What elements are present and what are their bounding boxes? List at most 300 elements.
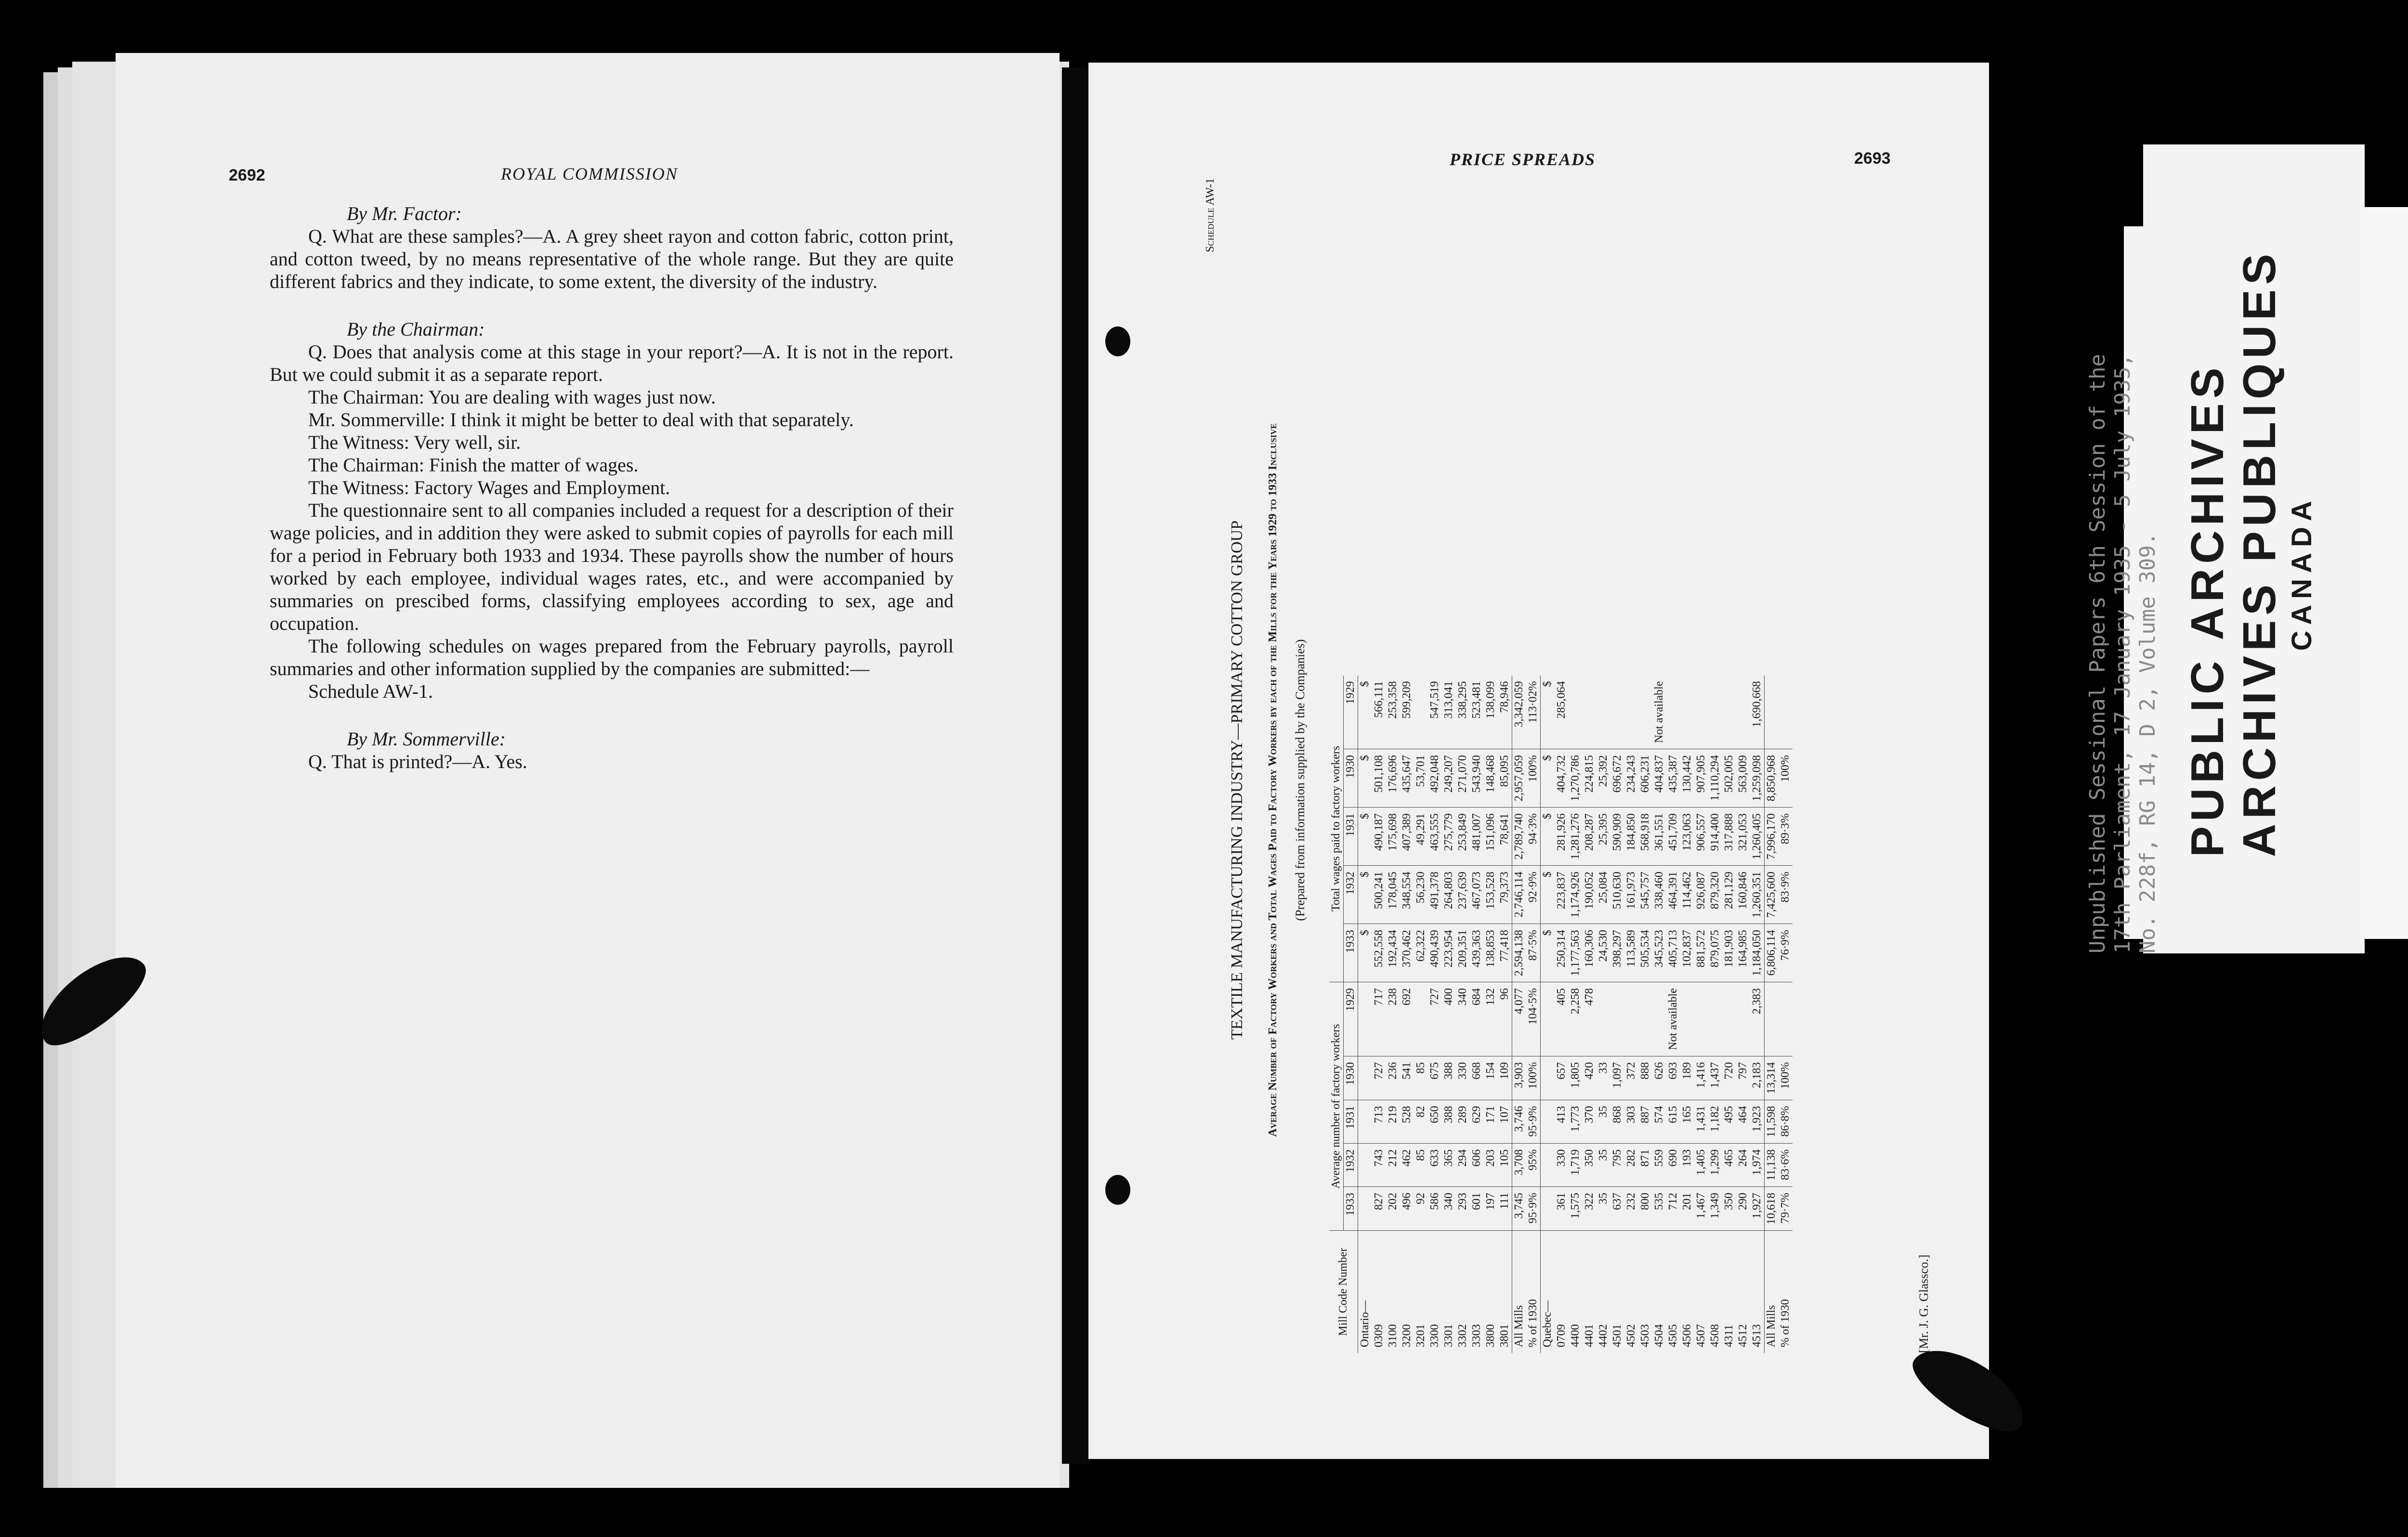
mill-code-cell: 4501	[1611, 1324, 1623, 1347]
table-cell: 464,391	[1666, 866, 1680, 924]
table-cell: 906,557	[1694, 808, 1708, 866]
punch-hole	[1105, 326, 1130, 356]
table-cell: $	[1541, 749, 1555, 808]
table-cell: 95%	[1526, 1143, 1541, 1186]
table-cell: 827	[1372, 1187, 1386, 1231]
table-row	[1386, 676, 1400, 1353]
table-cell: 2,383	[1750, 982, 1765, 1056]
table-row	[1597, 676, 1610, 1353]
table-cell	[1569, 676, 1583, 749]
punch-hole	[1105, 1175, 1130, 1205]
mill-code-cell: 4512	[1737, 1324, 1749, 1347]
table-cell: 83·9%	[1779, 866, 1793, 924]
table-cell: 56,230	[1414, 866, 1428, 924]
table-cell: 404,732	[1555, 749, 1569, 808]
table-cell: 465	[1722, 1143, 1736, 1186]
table-cell: 3,903	[1512, 1056, 1527, 1100]
table-cell: 405,713	[1666, 924, 1680, 982]
table-cell: 153,528	[1484, 866, 1498, 924]
table-cell: 290	[1736, 1187, 1750, 1231]
mill-code-cell: 4311	[1723, 1324, 1735, 1347]
table-row	[1555, 676, 1569, 1353]
table-row	[1722, 676, 1736, 1353]
testimony-paragraph: Q. What are these samples?—A. A grey sheet rayon and cotton fabric, cotton print, and cotton tweed, by no means representative of the whole range. But they are quite different fabrics and they indicate, to some extent, the diversity of the industry.	[270, 225, 954, 292]
table-cell: 340	[1442, 1187, 1456, 1231]
table-cell: 510,630	[1610, 866, 1624, 924]
table-cell: 633	[1428, 1143, 1442, 1186]
left-running-head: ROYAL COMMISSION	[501, 164, 678, 183]
table-cell: 871	[1638, 1143, 1652, 1186]
table-cell: 2,183	[1750, 1056, 1765, 1100]
table-cell: 1,773	[1569, 1100, 1583, 1143]
table-cell: 879,320	[1708, 866, 1722, 924]
table-cell: 78,641	[1498, 808, 1512, 866]
table-cell: 322	[1583, 1187, 1597, 1231]
table-row	[1484, 676, 1498, 1353]
table-cell: 330	[1456, 1056, 1470, 1100]
table-cell: 3,342,059	[1512, 676, 1527, 749]
mill-code-cell: Quebec—	[1541, 1231, 1555, 1354]
table-cell: 95·9%	[1526, 1187, 1541, 1231]
table-cell: 92·9%	[1526, 866, 1541, 924]
mill-code-cell: 4506	[1681, 1324, 1693, 1347]
table-source-note: (Prepared from information supplied by the Companies)	[1293, 639, 1307, 921]
testimony-paragraph: The Chairman: You are dealing with wages just now.	[308, 386, 716, 408]
table-cell: 236	[1386, 1056, 1400, 1100]
table-cell	[1779, 982, 1793, 1056]
table-cell: 348,554	[1400, 866, 1414, 924]
table-cell: 888	[1638, 1056, 1652, 1100]
table-cell: 192,434	[1386, 924, 1400, 982]
table-row	[1680, 676, 1694, 1353]
right-running-head: PRICE SPREADS	[1450, 150, 1596, 169]
table-cell: 1,299	[1708, 1143, 1722, 1186]
table-cell: 193	[1680, 1143, 1694, 1186]
table-cell: 82	[1414, 1100, 1428, 1143]
table-cell: 907,905	[1694, 749, 1708, 808]
testimony-paragraph: Q. Does that analysis come at this stage in your report?—A. It is not in the report. But we could submit it as a separate report.	[270, 341, 954, 385]
table-cell: 543,940	[1470, 749, 1484, 808]
table-cell: 693	[1666, 1056, 1680, 1100]
table-cell: 439,363	[1470, 924, 1484, 982]
mill-code-cell: 3300	[1428, 1324, 1441, 1347]
table-cell: 197	[1484, 1187, 1498, 1231]
table-cell	[1358, 1143, 1373, 1186]
table-cell: 868	[1610, 1100, 1624, 1143]
table-cell: 370,462	[1400, 924, 1414, 982]
table-cell: 566,111	[1372, 676, 1386, 749]
mill-code-cell: 4400	[1569, 1324, 1582, 1347]
table-cell: 25,392	[1597, 749, 1610, 808]
table-cell: 109	[1498, 1056, 1512, 1100]
table-cell	[1708, 982, 1722, 1056]
table-cell: 79·7%	[1779, 1187, 1793, 1231]
table-row	[1765, 676, 1779, 1353]
table-row	[1512, 676, 1527, 1353]
table-cell: 105	[1498, 1143, 1512, 1186]
table-cell: 727	[1372, 1056, 1386, 1100]
table-cell: 178,045	[1386, 866, 1400, 924]
table-cell	[1358, 1100, 1373, 1143]
table-cell: 559	[1652, 1143, 1666, 1186]
table-cell	[1624, 676, 1638, 749]
reference-note-line1: Unpublished Sessional Papers 6th Session of the	[2085, 353, 2110, 953]
table-cell: 111	[1498, 1187, 1512, 1231]
table-cell: 1,437	[1708, 1056, 1722, 1100]
table-cell: 800	[1638, 1187, 1652, 1231]
table-row	[1470, 676, 1484, 1353]
table-row	[1526, 676, 1541, 1353]
right-page-number: 2693	[1854, 149, 1891, 168]
testimony-paragraph: Mr. Sommerville: I think it might be better to deal with that separately.	[308, 409, 854, 430]
table-cell: 130,442	[1680, 749, 1694, 808]
mill-code-cell: 3800	[1484, 1324, 1497, 1347]
table-cell: 123,063	[1680, 808, 1694, 866]
table-cell: 160,306	[1583, 924, 1597, 982]
table-cell	[1779, 676, 1793, 749]
mill-code-cell: 4505	[1667, 1324, 1679, 1347]
table-cell: 232	[1624, 1187, 1638, 1231]
mill-code-cell: 3302	[1456, 1324, 1469, 1347]
table-cell: $	[1358, 808, 1373, 866]
table-cell: 164,985	[1736, 924, 1750, 982]
mill-code-cell: 3301	[1442, 1324, 1455, 1347]
table-cell: 1,405	[1694, 1143, 1708, 1186]
table-cell: $	[1541, 866, 1555, 924]
table-cell: 303	[1624, 1100, 1638, 1143]
table-cell: 253,849	[1456, 808, 1470, 866]
table-cell: 92	[1414, 1187, 1428, 1231]
table-cell: 77,418	[1498, 924, 1512, 982]
table-cell: 926,087	[1694, 866, 1708, 924]
table-cell: 175,698	[1386, 808, 1400, 866]
mill-code-cell: 4503	[1639, 1324, 1651, 1347]
table-cell: 1,690,668	[1750, 676, 1765, 749]
table-cell: 795	[1610, 1143, 1624, 1186]
table-cell: 209,351	[1456, 924, 1470, 982]
table-cell: 35	[1597, 1187, 1610, 1231]
mill-code-cell: All Mills	[1765, 1231, 1779, 1354]
table-cell: 208,287	[1583, 808, 1597, 866]
table-cell: 574	[1652, 1100, 1666, 1143]
table-cell: 404,837	[1652, 749, 1666, 808]
table-cell: 282	[1624, 1143, 1638, 1186]
table-cell: 388	[1442, 1100, 1456, 1143]
table-cell: 505,534	[1638, 924, 1652, 982]
table-cell	[1722, 676, 1736, 749]
table-cell: 413	[1555, 1100, 1569, 1143]
table-cell: 545,757	[1638, 866, 1652, 924]
table-cell: 2,258	[1569, 982, 1583, 1056]
table-row	[1541, 676, 1555, 1353]
table-row	[1428, 676, 1442, 1353]
table-cell: 696,672	[1610, 749, 1624, 808]
table-row	[1652, 676, 1666, 1353]
table-cell: 275,779	[1442, 808, 1456, 866]
table-cell: 181,903	[1722, 924, 1736, 982]
year-header: 1933	[1344, 924, 1358, 982]
table-cell: 350	[1583, 1143, 1597, 1186]
mill-code-cell: 4402	[1597, 1324, 1610, 1347]
table-cell: 176,696	[1386, 749, 1400, 808]
table-cell: 281,129	[1722, 866, 1736, 924]
table-cell: 6,806,114	[1765, 924, 1779, 982]
table-cell: 1,431	[1694, 1100, 1708, 1143]
table-cell: 219	[1386, 1100, 1400, 1143]
table-cell: 1,259,098	[1750, 749, 1765, 808]
table-row	[1498, 676, 1512, 1353]
workers-group-header: Average number of factory workers	[1329, 982, 1344, 1231]
table-cell: 223,954	[1442, 924, 1456, 982]
table-cell	[1583, 676, 1597, 749]
reference-note-line2: 17th Parliament, 17 January 1935 - 5 July 1935,	[2110, 353, 2135, 953]
table-cell: 528	[1400, 1100, 1414, 1143]
table-cell: 212	[1386, 1143, 1400, 1186]
schedule-table-rotated	[1204, 178, 1975, 1382]
table-cell: 490,187	[1372, 808, 1386, 866]
table-cell: 85	[1414, 1143, 1428, 1186]
table-cell: $	[1541, 676, 1555, 749]
table-cell: 76·9%	[1779, 924, 1793, 982]
table-cell: 202	[1386, 1187, 1400, 1231]
table-cell: 420	[1583, 1056, 1597, 1100]
table-cell: $	[1358, 749, 1373, 808]
table-cell: 501,108	[1372, 749, 1386, 808]
testimony-paragraph: The questionnaire sent to all companies included a request for a description of their wage policies, and in addition they were asked to submit copies of payrolls for each mill for a period in February both 1933 and 1934. These payrolls show the number of hours worked by each employee, individual wages rates, etc., and were accompanied by summaries on prescibed forms, classifying employees according to sex, age and occupation.	[270, 499, 954, 634]
table-cell: 138,099	[1484, 676, 1498, 749]
table-cell: 24,530	[1597, 924, 1610, 982]
table-cell	[1694, 982, 1708, 1056]
table-cell: 151,096	[1484, 808, 1498, 866]
table-row	[1666, 676, 1680, 1353]
table-cell: 330	[1555, 1143, 1569, 1186]
table-cell: 350	[1722, 1187, 1736, 1231]
table-cell: 321,053	[1736, 808, 1750, 866]
testimony-paragraph: The Witness: Very well, sir.	[308, 431, 521, 453]
stub-header: Mill Code Number	[1329, 1231, 1358, 1354]
mill-code-cell: 3201	[1414, 1324, 1427, 1347]
table-cell: 2,746,114	[1512, 866, 1527, 924]
table-cell: 253,358	[1386, 676, 1400, 749]
table-cell: 184,850	[1624, 808, 1638, 866]
mill-code-cell: Ontario—	[1359, 1300, 1371, 1347]
mill-code-cell: All Mills	[1512, 1231, 1527, 1354]
table-cell: Not available	[1652, 676, 1666, 749]
table-cell: 289	[1456, 1100, 1470, 1143]
table-cell: 1,182	[1708, 1100, 1722, 1143]
speaker-heading: By Mr. Factor:	[347, 203, 462, 224]
table-cell: 104·5%	[1526, 982, 1541, 1056]
table-cell: 1,923	[1750, 1100, 1765, 1143]
mill-code-cell: 3303	[1470, 1324, 1483, 1347]
table-cell: 615	[1666, 1100, 1680, 1143]
table-row	[1456, 676, 1470, 1353]
paragraph-gap	[270, 293, 954, 318]
table-cell: 797	[1736, 1056, 1750, 1100]
table-cell: 234,243	[1624, 749, 1638, 808]
table-cell: 563,009	[1736, 749, 1750, 808]
table-cell: 467,073	[1470, 866, 1484, 924]
table-cell: 881,572	[1694, 924, 1708, 982]
table-cell	[1736, 982, 1750, 1056]
table-cell	[1610, 676, 1624, 749]
table-cell: 189	[1680, 1056, 1694, 1100]
reference-note-line3: No. 228f, RG 14, D 2, Volume 309.	[2135, 532, 2160, 953]
mill-code-cell: 4508	[1709, 1324, 1721, 1347]
table-cell: $	[1358, 676, 1373, 749]
table-cell: 650	[1428, 1100, 1442, 1143]
table-cell: 1,805	[1569, 1056, 1583, 1100]
table-cell: 717	[1372, 982, 1386, 1056]
table-cell: 96	[1498, 982, 1512, 1056]
table-row	[1708, 676, 1722, 1353]
table-cell	[1358, 1187, 1373, 1231]
table-cell: 11,598	[1765, 1100, 1779, 1143]
table-cell: $	[1541, 808, 1555, 866]
table-cell: 138,853	[1484, 924, 1498, 982]
table-cell: 500,241	[1372, 866, 1386, 924]
testimony-text	[270, 202, 954, 773]
wages-group-header: Total wages paid to factory workers	[1329, 676, 1344, 982]
table-cell: 502,005	[1722, 749, 1736, 808]
table-row	[1779, 676, 1793, 1353]
mill-code-cell: % of 1930	[1527, 1299, 1539, 1347]
table-cell: 264,803	[1442, 866, 1456, 924]
table-cell: 79,373	[1498, 866, 1512, 924]
table-cell: Not available	[1666, 982, 1680, 1056]
table-cell: 85,095	[1498, 749, 1512, 808]
table-cell: 690	[1666, 1143, 1680, 1186]
testimony-paragraph: The Chairman: Finish the matter of wages.	[308, 454, 639, 476]
table-cell: 113,589	[1624, 924, 1638, 982]
table-cell: 692	[1400, 982, 1414, 1056]
table-cell: 464	[1736, 1100, 1750, 1143]
table-cell: 250,314	[1555, 924, 1569, 982]
archive-line-country: CANADA	[2286, 495, 2317, 651]
table-cell	[1414, 982, 1428, 1056]
table-cell: 148,468	[1484, 749, 1498, 808]
table-cell: 1,349	[1708, 1187, 1722, 1231]
table-cell	[1652, 982, 1666, 1056]
table-cell: 462	[1400, 1143, 1414, 1186]
table-row	[1414, 676, 1428, 1353]
table-cell: 13,314	[1765, 1056, 1779, 1100]
left-page-number: 2692	[229, 166, 265, 184]
table-cell	[1708, 676, 1722, 749]
table-cell: 2,957,059	[1512, 749, 1527, 808]
table-cell: 165	[1680, 1100, 1694, 1143]
table-cell: 586	[1428, 1187, 1442, 1231]
table-cell: 1,974	[1750, 1143, 1765, 1186]
table-cell: 3,746	[1512, 1100, 1527, 1143]
mill-code-cell: 4513	[1751, 1324, 1763, 1347]
table-cell: 2,789,740	[1512, 808, 1527, 866]
table-cell	[1597, 676, 1610, 749]
table-cell: 552,558	[1372, 924, 1386, 982]
table-cell: 606,231	[1638, 749, 1652, 808]
year-header: 1930	[1344, 749, 1358, 808]
table-cell: 1,260,405	[1750, 808, 1765, 866]
table-cell	[1722, 982, 1736, 1056]
table-cell: 887	[1638, 1100, 1652, 1143]
table-cell: 1,184,050	[1750, 924, 1765, 982]
table-row	[1358, 676, 1373, 1353]
table-cell: 85	[1414, 1056, 1428, 1100]
table-cell: 914,400	[1708, 808, 1722, 866]
table-cell: 317,888	[1722, 808, 1736, 866]
table-cell	[1624, 982, 1638, 1056]
table-cell	[1541, 1056, 1555, 1100]
archive-line-english: PUBLIC ARCHIVES	[2182, 363, 2233, 857]
table-cell: 491,378	[1428, 866, 1442, 924]
year-header: 1931	[1344, 808, 1358, 866]
table-subtitle: Average Number of Factory Workers and Total Wages Paid to Factory Workers by each of the Mills for the Years 1929 to 1933 Inclusive	[1267, 423, 1279, 1137]
table-cell: 4,077	[1512, 982, 1527, 1056]
table-cell: 1,416	[1694, 1056, 1708, 1100]
mill-code-cell: 4507	[1695, 1324, 1707, 1347]
table-cell	[1666, 676, 1680, 749]
table-cell	[1765, 982, 1779, 1056]
table-cell: 590,909	[1610, 808, 1624, 866]
table-cell: 281,926	[1555, 808, 1569, 866]
table-cell: 720	[1722, 1056, 1736, 1100]
table-cell: 713	[1372, 1100, 1386, 1143]
table-cell: 100%	[1779, 1056, 1793, 1100]
mill-code-cell: 3801	[1498, 1324, 1511, 1347]
table-cell: 107	[1498, 1100, 1512, 1143]
table-cell: 113·02%	[1526, 676, 1541, 749]
table-cell: 132	[1484, 982, 1498, 1056]
table-cell: 3,708	[1512, 1143, 1527, 1186]
table-cell: 1,719	[1569, 1143, 1583, 1186]
table-cell: $	[1541, 924, 1555, 982]
schedule-label: Schedule AW-1	[1204, 178, 1217, 253]
table-cell: 2,594,138	[1512, 924, 1527, 982]
wage-table	[1329, 676, 1793, 1353]
testimony-paragraph: Q. That is printed?—A. Yes.	[308, 751, 527, 772]
table-cell	[1358, 1056, 1373, 1100]
table-cell: 1,260,351	[1750, 866, 1765, 924]
table-cell: 495	[1722, 1100, 1736, 1143]
table-cell	[1610, 982, 1624, 1056]
table-cell: 313,041	[1442, 676, 1456, 749]
table-row	[1372, 676, 1386, 1353]
table-cell	[1638, 676, 1652, 749]
table-cell: 114,462	[1680, 866, 1694, 924]
table-cell: 100%	[1779, 749, 1793, 808]
testimony-paragraph: The Witness: Factory Wages and Employment.	[308, 477, 670, 498]
table-cell	[1680, 676, 1694, 749]
table-cell: 95·9%	[1526, 1100, 1541, 1143]
table-cell: 78,946	[1498, 676, 1512, 749]
table-cell: 523,481	[1470, 676, 1484, 749]
table-cell: 743	[1372, 1143, 1386, 1186]
table-cell: 388	[1442, 1056, 1456, 1100]
table-cell: 535	[1652, 1187, 1666, 1231]
table-cell: 271,070	[1456, 749, 1470, 808]
table-cell: 190,052	[1583, 866, 1597, 924]
table-cell: 1,281,276	[1569, 808, 1583, 866]
table-cell: 463,555	[1428, 808, 1442, 866]
table-cell: 102,837	[1680, 924, 1694, 982]
table-cell: 338,295	[1456, 676, 1470, 749]
mill-code-cell: 0309	[1373, 1324, 1385, 1347]
mill-code-cell: 3200	[1400, 1324, 1413, 1347]
table-cell: 264	[1736, 1143, 1750, 1186]
mill-code-cell: 4502	[1625, 1324, 1637, 1347]
table-cell: 62,322	[1414, 924, 1428, 982]
table-cell	[1680, 982, 1694, 1056]
